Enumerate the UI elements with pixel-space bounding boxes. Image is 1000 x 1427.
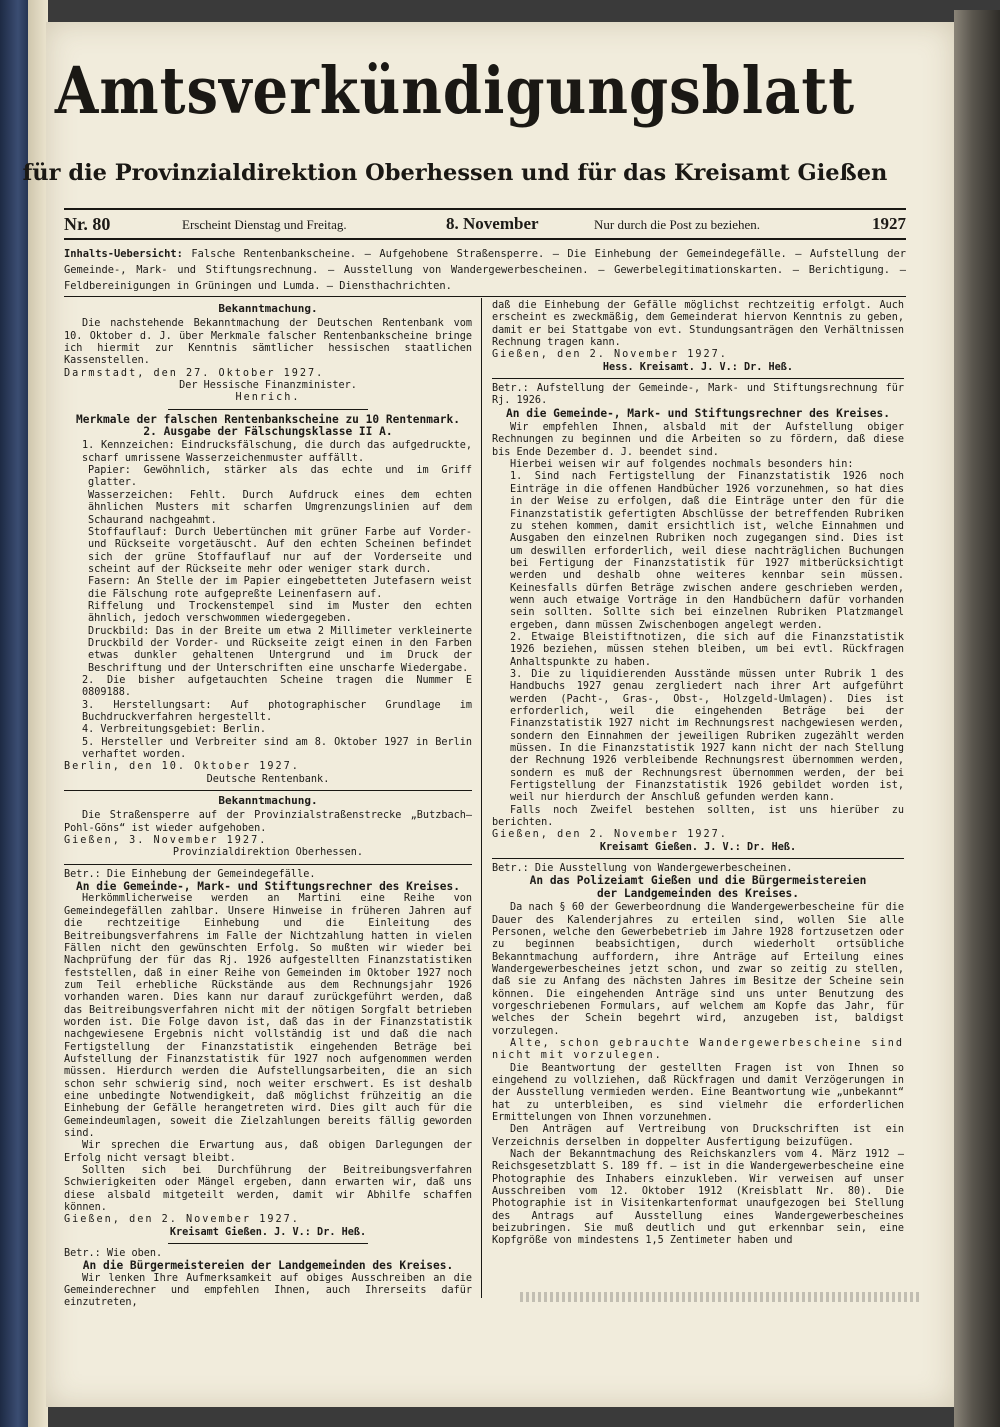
issue-info-bar: [64, 214, 906, 236]
notice-text: Den Anträgen auf Vertreibung von Druckschriften ist ein Verzeichnis derselben in doppelter Ausfertigung beizufügen.: [492, 1124, 904, 1148]
section-rule: [64, 790, 472, 791]
list-subitem: Riffelung und Trockenstempel sind im Muster den echten ähnlich, jedoch verschwommen wiedergegeben.: [88, 600, 472, 625]
notice-signature: Deutsche Rentenbank.: [206, 773, 330, 785]
list-subitem: Papier: Gewöhnlich, stärker als das echte und im Griff glatter.: [88, 465, 472, 489]
publication-days: Erscheint Dienstag und Freitag.: [182, 217, 347, 232]
issue-date: 8. November: [446, 214, 539, 233]
column-divider: [481, 298, 482, 1298]
addressee-heading: An die Gemeinde-, Mark- und Stiftungsrechner des Kreises.: [76, 880, 460, 894]
notice-text: Die Beantwortung der gestellten Fragen ist von Ihnen so eingehend zu vollziehen, daß Rückfragen und damit Verzögerungen in der Ausstellung vermieden werden. Eine Beantwortung wie „unbekannt“ hat zu unterbleiben, es sind vielmehr die erforderlichen Ermittelungen von Ihnen vorzunehmen.: [492, 1062, 904, 1123]
right-column: [492, 300, 904, 1248]
notice-text: Sollten sich bei Durchführung der Beitreibungsverfahren Schwierigkeiten oder Mängel ergeben, dann erwarten wir, daß uns diese alsbald mitgeteilt werden, damit wir Abhilfe schaffen können.: [64, 1165, 472, 1214]
list-subitem: Druckbild: Das in der Breite um etwa 2 Millimeter verkleinerte Druckbild der Vorder- und Rückseite zeigt einen in den Farben etwas dunkler gehaltenen Untergrund und im Druck der Beschriftung und der Unterschriften eine unscharfe Wiedergabe.: [88, 625, 472, 674]
notice-place-date: Gießen, den 2. November 1927.: [64, 1214, 300, 1226]
notice-text-spaced: Alte, schon gebrauchte Wandergewerbescheine sind nicht mit vorzulegen.: [492, 1037, 904, 1062]
book-binding: [0, 0, 30, 1427]
issue-year: 1927: [872, 214, 906, 233]
list-item: 1. Sind nach Fertigstellung der Finanzstatistik 1926 noch Einträge in die offenen Handbücher 1926 vorzunehmen, so hat dies in der Weise zu erfolgen, daß die Einträge unter den für die Finanzstatistik gefertigten Abschlüsse der betreffenden Rubriken zu stehen kommen, damit ersichtlich ist, welche Einnahmen und Ausgaben den einzelnen Rubriken noch zugegangen sind. Dies ist um deswillen erforderlich, weil diese nachträglichen Buchungen bei Fertigung der Finanzstatistik für 1927 mitberücksichtigt werden und deshalb ohne weiteres kennbar sein müssen. Keinesfalls dürfen Beträge zwischen andere geschrieben werden, wenn auch etwaige Vorträge in den Handbüchern dafür vorhanden sein sollten. Sollte sich bei einzelnen Rubriken Platzmangel ergeben, dann müssen Zwischenbogen angelegt werden.: [510, 471, 904, 631]
addressee-heading-line2: der Landgemeinden des Kreises.: [596, 886, 800, 900]
notice-place-date: Gießen, den 2. November 1927.: [492, 349, 728, 361]
notice-signature: Kreisamt Gießen. J. V.: Dr. Heß.: [169, 1226, 367, 1238]
notice-place-date: Berlin, den 10. Oktober 1927.: [64, 761, 300, 773]
list-subitem: Fasern: An Stelle der im Papier eingebetteten Jutefasern weist die Fälschung rote aufgepreßte Leinenfasern auf.: [88, 576, 472, 600]
contents-label: Inhalts-Uebersicht:: [64, 248, 183, 260]
addressee-heading: An das Polizeiamt Gießen und die Bürgermeistereien: [529, 874, 867, 888]
subject-line: Betr.: Aufstellung der Gemeinde-, Mark- und Stiftungsrechnung für Rj. 1926.: [492, 383, 904, 407]
subject-line: Betr.: Wie oben.: [64, 1248, 163, 1260]
postal-note: Nur durch die Post zu beziehen.: [594, 217, 761, 232]
notice-text: Da nach § 60 der Gewerbeordnung die Wandergewerbescheine für die Dauer des Kalenderjahres zu erteilen sind, wollen Sie alle Personen, welche den Gewerbebetrieb im Jahre 1928 fortzusetzen oder zu beginnen beabsichtigen, durch wiederholt ortsübliche Bekanntmachung auffordern, ihre Anträge auf Erteilung eines Wandergewerbescheines jetzt schon, und zwar so zeitig zu stellen, daß sie zu Anfang des nächsten Jahres im Besitze der Scheine sein können. Die eingehenden Anträge sind uns unter Benutzung des vorgeschriebenen Formulars, auf welchem am Kopfe das Jahr, für welches der Schein begehrt wird, anzugeben ist, baldigst vorzulegen.: [492, 902, 904, 1037]
notice-place-date: Gießen, 3. November 1927.: [64, 835, 268, 847]
notice-place-date: Gießen, den 2. November 1927.: [492, 829, 728, 841]
masthead-title: Amtsverkündigungsblatt: [54, 53, 856, 129]
bleed-through-text: [520, 1292, 920, 1302]
notice-text: Herkömmlicherweise werden an Martini eine Reihe von Gemeindegefällen zahlbar. Unsere Hinweise in früheren Jahren auf die rechtzeitige Einhebung und die Einleitung des Beitreibungsverfahrens im Falle der Nichtzahlung hatten in vielen Fällen nicht den gewünschten Erfolg. So mußten wir wieder bei Nachprüfung der für das Rj. 1926 aufgestellten Finanzstatistiken feststellen, daß in einer Reihe von Gemeinden im Oktober 1927 noch zum Teil erhebliche Rückstände aus dem Rechnungsjahr 1926 vorhanden waren. Dies kann nur darauf zurückgeführt werden, daß das Beitreibungsverfahren nicht mit der nötigen Sorgfalt betrieben worden ist. Die Folge davon ist, daß das in der Finanzstatistik nachgewiesene Ergebnis nicht vollständig ist und daß die nach Fertigstellung der Finanzstatistik eingehenden Beträge bei Aufstellung der Finanzstatistik für 1927 noch aufgenommen werden müssen. Hierdurch werden die Aufstellungsarbeiten, die an sich schon sehr schwierig sind, noch weiter erschwert. Es ist deshalb eine unbedingte Notwendigkeit, daß möglichst frühzeitig an die Einhebung der Gefälle herangetreten wird. Dies gilt auch für die Gemeindeumlagen, soweit die Zielzahlungen bereits fällig geworden sind.: [64, 893, 472, 1139]
short-rule: [168, 409, 368, 410]
section-title: Merkmale der falschen Rentenbankscheine zu 10 Rentenmark.: [76, 412, 460, 426]
list-item: 3. Herstellungsart: Auf photographischer Grundlage im Buchdruckverfahren hergestellt.: [82, 699, 472, 723]
notice-title: Bekanntmachung.: [218, 794, 318, 808]
section-rule: [64, 864, 472, 865]
list-subitem: Stoffauflauf: Durch Uebertünchen mit grüner Farbe auf Vorder- und Rückseite vorgetäuscht. Auf den echten Scheinen befindet sich der grüne Stoffauflauf nur auf der Vorderseite und scheint auf der Rückseite mehr oder weniger stark durch.: [88, 526, 472, 575]
issue-number: Nr. 80: [64, 214, 111, 234]
contents-text: Falsche Rentenbankscheine. — Aufgehobene Straßensperre. — Die Einhebung der Gemeindegefälle. — Aufstellung der Gemeinde-, Mark- und Stiftungsrechnung. — Ausstellung von Wandergewerbescheinen. — Gewerbelegitimationskarten. — Berichtigung. — Feldbereinigungen in Grüningen und Lumda. — Diensthachrichten.: [64, 248, 906, 292]
notice-text: daß die Einhebung der Gefälle möglichst rechtzeitig erfolgt. Auch erscheint es zweckmäßig, dem Gemeinderat hiervon Kenntnis zu geben, damit er bei Stattgabe von evt. Stundungsanträgen den Verhältnissen Rechnung tragen kann.: [492, 300, 904, 349]
list-item: 5. Hersteller und Verbreiter sind am 8. Oktober 1927 in Berlin verhaftet worden.: [82, 736, 472, 761]
top-rule: [64, 208, 906, 210]
notice-place-date: Darmstadt, den 27. Oktober 1927.: [64, 367, 325, 379]
notice-text: Wir empfehlen Ihnen, alsbald mit der Aufstellung obiger Rechnungen zu beginnen und die Arbeiten so zu fördern, daß diese bis Ende Dezember d. J. beendet sind.: [492, 422, 904, 458]
list-item: 2. Die bisher aufgetauchten Scheine tragen die Nummer E 0809188.: [82, 674, 472, 699]
list-item: 3. Die zu liquidierenden Ausstände müssen unter Rubrik 1 des Handbuchs 1927 genau zergliedert nach ihrer Art aufgeführt werden (Pacht-, Gras-, Obst-, Holzgeld-Umlagen). Dies ist erforderlich, weil die eingehenden Beträge bei der Finanzstatistik 1927 nicht im Rechnungsrest nachgewiesen werden, sondern den Einnahmen der jeweiligen Rubriken zugezählt werden müssen. In die Finanzstatistik 1927 kann nicht der nach Stellung der Rechnung 1926 verbleibende Rechnungsrest übernommen werden, sondern es muß der Rechnungsrest übernommen werden, der bei Fertigstellung der Finanzstatistik 1926 gebildet worden ist, weil nur hierdurch der Anschluß gefunden werden kann.: [510, 668, 904, 804]
list-item: 1. Kennzeichen: Eindrucksfälschung, die durch das aufgedruckte, scharf umrissene Wasserzeichenmuster auffällt.: [82, 440, 472, 464]
notice-text: Wir sprechen die Erwartung aus, daß obigen Darlegungen der Erfolg nicht versagt bleibt.: [64, 1140, 472, 1164]
subject-line: Betr.: Die Ausstellung von Wandergewerbescheinen.: [492, 863, 793, 875]
notice-signature: Hess. Kreisamt. J. V.: Dr. Heß.: [602, 361, 794, 373]
short-rule: [168, 1243, 368, 1244]
notice-signature: Der Hessische Finanzminister.: [179, 380, 357, 392]
notice-text: Hierbei weisen wir auf folgendes nochmals besonders hin:: [510, 459, 854, 471]
left-column: [64, 300, 472, 1310]
contents-rule: [64, 296, 906, 297]
notice-signature-name: Henrich.: [235, 392, 301, 404]
notice-signature: Kreisamt Gießen. J. V.: Dr. Heß.: [599, 841, 797, 853]
list-item: 4. Verbreitungsgebiet: Berlin.: [82, 724, 267, 736]
notice-text: Die nachstehende Bekanntmachung der Deutschen Rentenbank vom 10. Oktober d. J. über Merkmale falscher Rentenbankscheine bringe ich hiermit zur Kenntnis sämtlicher hessischen staatlichen Kassenstellen.: [64, 318, 472, 367]
addressee-heading: An die Gemeinde-, Mark- und Stiftungsrechner des Kreises.: [506, 406, 890, 420]
notice-text: Nach der Bekanntmachung des Reichskanzlers vom 4. März 1912 — Reichsgesetzblatt S. 189 ff. — ist in die Wandergewerbescheine eine Photographie des Inhabers einzukleben. Wir verweisen auf unser Ausschreiben vom 12. Oktober 1912 (Kreisblatt Nr. 80). Die Photographie ist in Visitenkartenformat unaufgezogen bei Stellung des Antrags auf Ausstellung eines Wandergewerbescheines beizubringen. Sie muß deutlich und gut erkennbar sein, eine Kopfgröße von mindestens 1,5 Zentimeter haben und: [492, 1149, 904, 1247]
section-rule: [492, 378, 904, 379]
right-page-stack: [954, 10, 1000, 1427]
left-page-edge: [28, 0, 48, 1427]
section-subtitle: 2. Ausgabe der Fälschungsklasse II A.: [143, 425, 393, 439]
list-item: 2. Etwaige Bleistiftnotizen, die sich auf die Finanzstatistik 1926 beziehen, müssen stehen bleiben, um bei evtl. Rückfragen Anhaltspunkte zu haben.: [510, 631, 904, 668]
notice-text: Die Straßensperre auf der Provinzialstraßenstrecke „Butzbach—Pohl-Göns“ ist wieder aufgehoben.: [64, 810, 472, 834]
list-subitem: Wasserzeichen: Fehlt. Durch Aufdruck eines dem echten ähnlichen Musters mit scharfen Umgrenzungslinien auf dem Schaurand nachgeahmt.: [88, 489, 472, 526]
notice-text: Wir lenken Ihre Aufmerksamkeit auf obiges Ausschreiben an die Gemeinderechner und empfehlen Ihnen, auch Ihrerseits dafür einzutreten,: [64, 1272, 472, 1309]
table-of-contents: [64, 246, 906, 294]
addressee-heading: An die Bürgermeistereien der Landgemeinden des Kreises.: [82, 1259, 454, 1273]
section-rule: [492, 858, 904, 859]
notice-signature: Provinzialdirektion Oberhessen.: [172, 847, 364, 859]
notice-title: Bekanntmachung.: [218, 302, 318, 315]
notice-text: Falls noch Zweifel bestehen sollten, ist uns hierüber zu berichten.: [492, 804, 904, 829]
masthead-subtitle: für die Provinzialdirektion Oberhessen und für das Kreisamt Gießen: [22, 160, 888, 186]
subject-line: Betr.: Die Einhebung der Gemeindegefälle.: [64, 868, 316, 880]
info-rule: [64, 238, 906, 240]
